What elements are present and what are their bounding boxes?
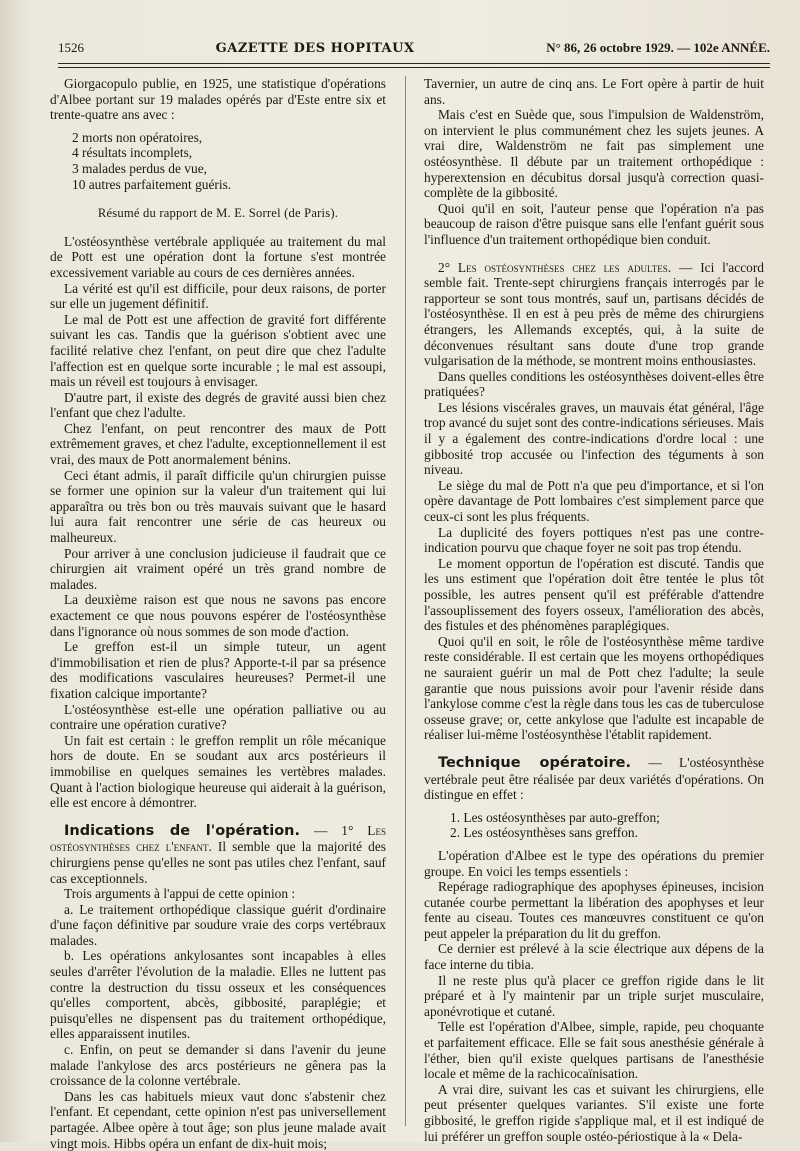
paragraph: L'ostéosynthèse est-elle une opération palliative ou au contraire une opération curative? bbox=[50, 701, 386, 733]
paragraph: La deuxième raison est que nous ne savons pas encore exactement ce que nous pouvons espérer de l'ostéosynthèse dans l'ignorance où nous sommes de son mode d'action. bbox=[50, 592, 386, 639]
subsection-heading: 2° Les ostéosynthèses chez les adultes. bbox=[438, 259, 672, 275]
paragraph: Ce dernier est prélevé à la scie électrique aux dépens de la face interne du tibia. bbox=[424, 941, 764, 973]
paragraph: Repérage radiographique des apophyses épineuses, incision cutanée courbe permettant la libération des apophyses et leur fente au ciseau. Toutes ces manœuvres constituent ce qu'on peut appeler la préparation du lit du greffon. bbox=[424, 879, 764, 941]
paragraph: Ceci étant admis, il paraît difficile qu'un chirurgien puisse se former une opinion sur la valeur d'un traitement qui lui apparaîtra ou très bon ou très mauvais suivant que le hasard lui aura fait rencontrer une série de cas heureux ou malheureux. bbox=[50, 467, 386, 546]
section-heading: Indications de l'opération. bbox=[64, 822, 300, 839]
column-divider bbox=[405, 76, 406, 1126]
paragraph: Quoi qu'il en soit, le rôle de l'ostéosynthèse même tardive reste considérable. Il est certain que les moyens orthopédiques ne sauraient guérir un mal de Pott chez l'adulte; la seule garantie que nous puissions avoir pour l'avenir réside dans l'ankylose comme c'est la règle dans tous les cas de tuberculose osseuse grave; or, cette ankylose que l'adulte est incapable de réaliser lui-même l'ostéosynthèse l'établit rapidement. bbox=[424, 633, 764, 743]
paragraph: Giorgacopulo publie, en 1925, une statistique d'opérations d'Albee portant sur 19 malades opérés par d'Este entre six et trente-quatre ans avec : bbox=[50, 76, 386, 123]
paragraph: L'opération d'Albee est le type des opérations du premier groupe. En voici les temps essentiels : bbox=[424, 847, 764, 879]
header-rule-double bbox=[58, 67, 770, 68]
issue-info: N° 86, 26 octobre 1929. — 102e ANNÉE. bbox=[546, 40, 770, 55]
paragraph: Trois arguments à l'appui de cette opinion : bbox=[64, 886, 296, 902]
paragraph: A vrai dire, suivant les cas et suivant les chirurgiens, elle peut présenter quelques variantes. S'il existe une forte gibbosité, le greffon rigide s'applique mal, et il est indiqué de lui préférer un greffon souple ostéo-périostique à la « Dela- bbox=[424, 1081, 764, 1144]
left-column bbox=[50, 76, 386, 1151]
report-summary-heading: Résumé du rapport de M. E. Sorrel (de Paris). bbox=[97, 206, 339, 221]
paragraph: Tavernier, un autre de cinq ans. Le Fort opère à partir de huit ans. bbox=[424, 76, 764, 107]
list-item: 1. Les ostéosynthèses par auto-greffon; bbox=[450, 809, 660, 825]
section-indications bbox=[50, 823, 386, 886]
paragraph: La duplicité des foyers pottiques n'est pas une contre-indication pourvu que chaque foyer ne soit pas trop étendu. bbox=[424, 524, 764, 556]
header-rule bbox=[58, 63, 770, 64]
page-header bbox=[58, 40, 770, 62]
section-adults bbox=[424, 260, 764, 369]
paragraph: Dans les cas habituels mieux vaut donc s'abstenir chez l'enfant. Et cependant, cette opinion n'est pas universellement partagée. Albee opère à tout âge; son plus jeune malade avait vingt mois. Hibbs opéra un enfant de dix-huit mois; bbox=[50, 1088, 386, 1151]
page-number: 1526 bbox=[58, 40, 84, 55]
paragraph-text: — L'ostéosynthèse vertébrale peut être réalisée par deux variétés d'opérations. On distingue en effet : bbox=[424, 754, 764, 803]
subsection-heading: — 1° Les ostéosynthèses chez l'enfant. bbox=[50, 822, 386, 855]
paragraph: c. Enfin, on peut se demander si dans l'avenir du jeune malade l'ankylose des arcs postérieurs ne gênera pas la croissance de la colonne vertébrale. bbox=[50, 1042, 386, 1089]
paragraph-text: Il semble que la majorité des chirurgiens pense qu'elles ne sont pas utiles chez l'enfant, sauf cas exceptionnels. bbox=[50, 839, 386, 886]
paragraph: Dans quelles conditions les ostéosynthèses doivent-elles être pratiquées? bbox=[424, 368, 764, 400]
paragraph: La vérité est qu'il est difficile, pour deux raisons, de porter sur elle un jugement définitif. bbox=[50, 280, 386, 312]
paragraph: Les lésions viscérales graves, un mauvais état général, l'âge trop avancé du sujet sont des contre-indications sérieuses. Mais il y a également des contre-indications d'ordre local : une gibbosité trop accusée ou l'infection des téguments à son niveau. bbox=[424, 399, 764, 478]
paragraph: Le mal de Pott est une affection de gravité fort différente suivant les cas. Tandis que la guérison s'obtient avec une facilité relative chez l'enfant, on peut dire que chez l'adulte l'affection est en quelque sorte incurable ; le mal est assoupi, mais un réveil est toujours à envisager. bbox=[50, 311, 386, 390]
paragraph: Le greffon est-il un simple tuteur, un agent d'immobilisation et rien de plus? Apporte-t-il par sa présence des modifications vasculaires heureuses? Permet-il une fixation calcique importante? bbox=[50, 639, 386, 701]
paragraph: Chez l'enfant, on peut rencontrer des maux de Pott extrêmement graves, et chez l'adulte, exceptionnellement il est vrai, des maux de Pott anormalement bénins. bbox=[50, 420, 386, 468]
stat-line: 10 autres parfaitement guéris. bbox=[72, 176, 232, 192]
paragraph: Pour arriver à une conclusion judicieuse il faudrait que ce chirurgien ait vraiment opéré un très grand nombre de malades. bbox=[50, 545, 386, 592]
paragraph: Quoi qu'il en soit, l'auteur pense que l'opération n'a pas beaucoup de raison d'être puisque sans elle l'enfant guérit sous l'influence d'un traitement orthopédique bien conduit. bbox=[424, 200, 764, 247]
section-heading: Technique opératoire. bbox=[438, 754, 632, 771]
paragraph: a. Le traitement orthopédique classique guérit d'ordinaire d'une façon définitive par soudure vraie des corps vertébraux malades. bbox=[50, 901, 386, 948]
paragraph: Le moment opportun de l'opération est discuté. Tandis que les uns estiment que l'opération doit être tentée le plus tôt possible, les autres pensent qu'il est préférable d'attendre l'assouplissement des foyers osseux, l'amélioration des abcès, des fistules et des phénomènes paraplégiques. bbox=[424, 555, 764, 634]
stat-line: 3 malades perdus de vue, bbox=[72, 160, 207, 176]
right-column bbox=[424, 76, 764, 1144]
paragraph: Un fait est certain : le greffon remplit un rôle mécanique hors de doute. En se soudant aux arcs postérieurs il immobilise en quelques semaines les vertèbres malades. Quant à l'action biologique heureuse qui aiderait à la guérison, elle est encore à démontrer. bbox=[50, 732, 386, 811]
journal-title: GAZETTE DES HOPITAUX bbox=[215, 41, 415, 56]
paragraph-text: — Ici l'accord semble fait. Trente-sept chirurgiens français interrogés par le rapporteur se sont tous montrés, sauf un, partisans décidés de l'ostéosynthèse. Il en est à peu près de même des chirurgiens étrangers, les Allemands exceptés, qui, à la suite de déconvenues résultant sans doute d'une trop grande vulgarisation de la méthode, se montrent moins enthousiastes. bbox=[424, 259, 764, 369]
paragraph: Mais c'est en Suède que, sous l'impulsion de Waldenström, on intervient le plus communément chez les sujets jeunes. A vrai dire, Waldenström ne fait pas simplement une ostéosynthèse. Il débute par un traitement orthopédique : hyperextension en décubitus dorsal jusqu'à correction quasi-complète de la gibbosité. bbox=[424, 107, 764, 201]
list-item: 2. Les ostéosynthèses sans greffon. bbox=[450, 825, 638, 841]
paragraph: Le siège du mal de Pott n'a que peu d'importance, et si l'on opère davantage de Pott lombaires c'est simplement parce que ceux-ci sont les plus fréquents. bbox=[424, 477, 764, 525]
paragraph: D'autre part, il existe des degrés de gravité aussi bien chez l'enfant que chez l'adulte. bbox=[50, 389, 386, 421]
section-technique bbox=[424, 755, 764, 803]
paragraph: Telle est l'opération d'Albee, simple, rapide, peu choquante et parfaitement efficace. Elle se fait sous anesthésie générale à l'éther, bien qu'il existe quelques partisans de l'anesthésie locale et même de la rachicocaïnisation. bbox=[424, 1019, 764, 1082]
paragraph: Il ne reste plus qu'à placer ce greffon rigide dans le lit préparé et à l'y maintenir par un triple surjet musculaire, aponévrotique et cutané. bbox=[424, 972, 764, 1019]
paragraph: L'ostéosynthèse vertébrale appliquée au traitement du mal de Pott est une opération dont la fortune s'est montrée excessivement variable au cours de ces dernières années. bbox=[50, 233, 386, 280]
stat-line: 4 résultats incomplets, bbox=[72, 145, 193, 161]
paragraph: b. Les opérations ankylosantes sont incapables à elles seules d'arrêter l'évolution de la maladie. Elles ne luttent pas contre la destruction du tissu osseux et les conséquences qu'elles comportent, abcès, gibbosité, paraplégie; et puisqu'elles ne dispensent pas du traitement orthopédique, elles apparaissent inutiles. bbox=[50, 948, 386, 1042]
stat-line: 2 morts non opératoires, bbox=[72, 129, 203, 145]
